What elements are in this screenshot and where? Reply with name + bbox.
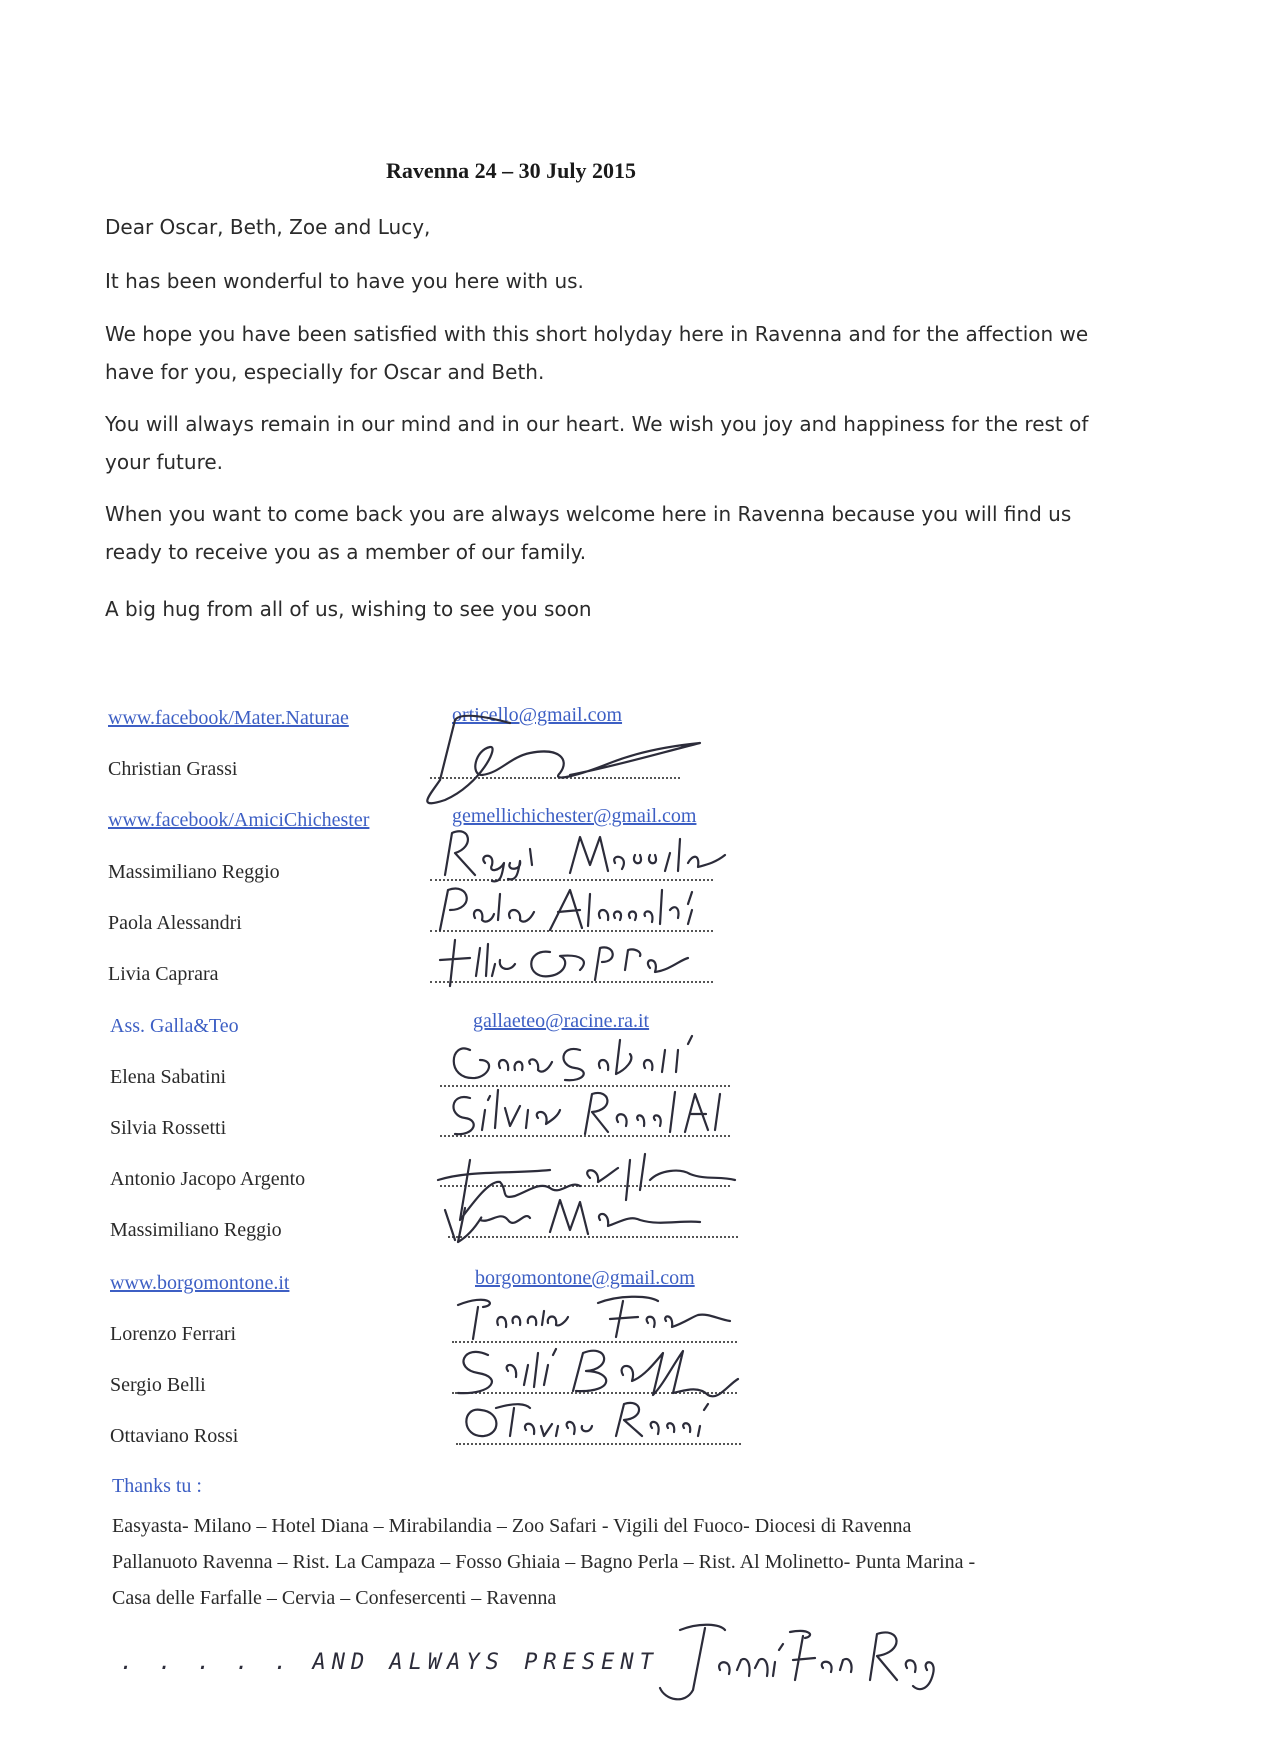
member-name: Elena Sabatini <box>110 1066 227 1088</box>
signature-livia-caprara <box>430 930 730 990</box>
thanks-line: Casa delle Farfalle – Cervia – Confesercenti – Ravenna <box>112 1587 557 1609</box>
member-name: Massimiliano Reggio <box>110 1219 282 1241</box>
paragraph-1: It has been wonderful to have you here with us. <box>105 269 584 293</box>
signature-silvia-rossetti <box>440 1080 740 1140</box>
member-name: Sergio Belli <box>110 1374 206 1396</box>
closing-text: . . . . . AND ALWAYS PRESENT <box>120 1650 659 1675</box>
signature-massimiliano-reggio <box>430 825 730 885</box>
group-email-mater-naturae[interactable]: orticello@gmail.com <box>452 704 623 726</box>
member-name: Ottaviano Rossi <box>110 1425 239 1447</box>
member-name: Christian Grassi <box>108 758 238 780</box>
signature-ottaviano-rossi <box>456 1390 756 1450</box>
group-link-mater-naturae[interactable]: www.facebook/Mater.Naturae <box>108 707 349 729</box>
paragraph-3: You will always remain in our mind and in our heart. We wish you joy and happiness for the rest of your future. <box>105 412 1089 474</box>
letter-greeting: Dear Oscar, Beth, Zoe and Lucy, <box>105 215 431 239</box>
thanks-title: Thanks tu : <box>112 1475 202 1497</box>
signature-antonio-argento <box>430 1140 750 1250</box>
member-name: Antonio Jacopo Argento <box>110 1168 306 1190</box>
member-name: Paola Alessandri <box>108 912 242 934</box>
signature-christian-grassi <box>420 705 720 805</box>
letter-title: Ravenna 24 – 30 July 2015 <box>386 158 636 183</box>
member-name: Livia Caprara <box>108 963 219 985</box>
paragraph-2: We hope you have been satisfied with this short holyday here in Ravenna and for the affection we have for you, especially for Oscar and Beth. <box>105 322 1089 384</box>
paragraph-4: When you want to come back you are always welcome here in Ravenna because you will find us ready to receive you as a member of our family. <box>105 502 1072 564</box>
group-link-amici-chichester[interactable]: www.facebook/AmiciChichester <box>108 809 370 831</box>
group-email-galla-teo[interactable]: gallaeteo@racine.ra.it <box>473 1010 650 1032</box>
paragraph-5: A big hug from all of us, wishing to see you soon <box>105 597 592 621</box>
member-name: Silvia Rossetti <box>110 1117 227 1139</box>
signature-jennifer-reggio <box>645 1620 945 1710</box>
group-email-borgomontone[interactable]: borgomontone@gmail.com <box>475 1267 695 1289</box>
thanks-line: Pallanuoto Ravenna – Rist. La Campaza – Fosso Ghiaia – Bagno Perla – Rist. Al Molinetto- Punta Marina - <box>112 1551 976 1573</box>
group-email-amici-chichester[interactable]: gemellichichester@gmail.com <box>452 805 697 827</box>
group-label-galla-teo: Ass. Galla&Teo <box>110 1015 239 1037</box>
thanks-line: Easyasta- Milano – Hotel Diana – Mirabilandia – Zoo Safari - Vigili del Fuoco- Diocesi di Ravenna <box>112 1515 912 1537</box>
member-name: Lorenzo Ferrari <box>110 1323 237 1345</box>
group-link-borgomontone[interactable]: www.borgomontone.it <box>110 1272 290 1294</box>
member-name: Massimiliano Reggio <box>108 861 280 883</box>
